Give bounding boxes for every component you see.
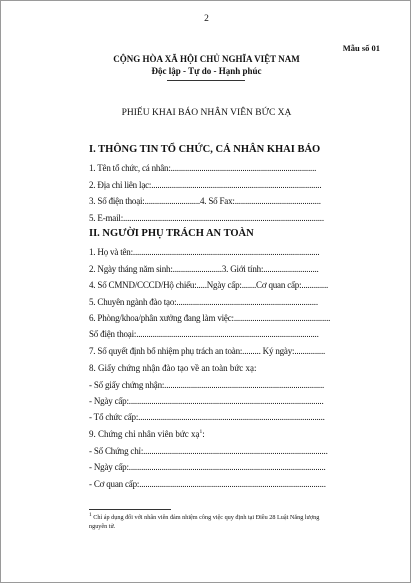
staff-license-label: 9. Chứng chỉ nhân viên bức xạ$^1$: — [89, 429, 205, 439]
field-appointment-decision: 7. Số quyết định bổ nhiệm phụ trách an toàn:......... Ký ngày:............... — [89, 346, 326, 356]
field-license-number: - Số Chứng chỉ:.......................................................................................... — [89, 446, 328, 456]
field-email: 5. E-mail:.................................................................................................. — [89, 213, 324, 223]
field-org-name: 1. Tên tổ chức, cá nhân:....................................................................... — [89, 163, 317, 173]
section-2-heading: II. NGƯỜI PHỤ TRÁCH AN TOÀN — [89, 228, 254, 239]
footnote-line-1: $^1$ Chỉ áp dụng đối với nhân viên đảm nhiệm công việc quy định tại Điều 28 Luật Năng lượng — [89, 511, 320, 521]
field-id-number: 4. Số CMND/CCCD/Hộ chiếu:.....Ngày cấp:.......Cơ quan cấp:............. — [89, 280, 329, 290]
section-1-heading: I. THÔNG TIN TỔ CHỨC, CÁ NHÂN KHAI BÁO — [89, 144, 321, 155]
field-certificate-number: - Số giấy chứng nhận:.............................................................................. — [89, 380, 325, 390]
field-phone: Số điện thoại:......................................................................................... — [89, 329, 319, 339]
national-title: CỘNG HÒA XÃ HỘI CHỦ NGHĨA VIỆT NAM — [113, 54, 300, 64]
footnote-separator — [89, 509, 171, 510]
field-full-name: 1. Họ và tên:........................................................................................... — [89, 247, 320, 257]
training-certificate-label: 8. Giấy chứng nhận đào tạo về an toàn bức xạ: — [89, 363, 257, 373]
field-major: 5. Chuyên ngành đào tạo:..................................................................... — [89, 297, 318, 307]
field-certificate-date: - Ngày cấp:............................................................................................... — [89, 396, 324, 406]
field-dob-gender: 2. Ngày tháng năm sinh:........................3. Giới tính:........................... — [89, 264, 319, 274]
field-license-date: - Ngày cấp:................................................................................................ — [89, 462, 326, 472]
field-license-issuer: - Cơ quan cấp:........................................................................................... — [89, 479, 326, 489]
form-number: Mẫu số 01 — [342, 43, 380, 53]
field-contact-address: 2. Địa chỉ liên lạc:................................................................................... — [89, 180, 322, 190]
field-certificate-issuer: - Tổ chức cấp:........................................................................................... — [89, 412, 325, 422]
footnote-line-2: nguyên tử. — [89, 523, 116, 530]
motto-underline — [167, 80, 245, 81]
field-phone-fax: 3. Số điện thoại:...........................4. Số Fax:.......................................... — [89, 196, 321, 206]
national-motto: Độc lập - Tự do - Hạnh phúc — [151, 66, 262, 76]
form-title: PHIẾU KHAI BÁO NHÂN VIÊN BỨC XẠ — [121, 108, 292, 118]
page-number: 2 — [204, 14, 209, 24]
field-department: 6. Phòng/khoa/phân xưởng đang làm việc:............................................... — [89, 313, 331, 323]
footnote-ref: 1 — [199, 429, 203, 435]
